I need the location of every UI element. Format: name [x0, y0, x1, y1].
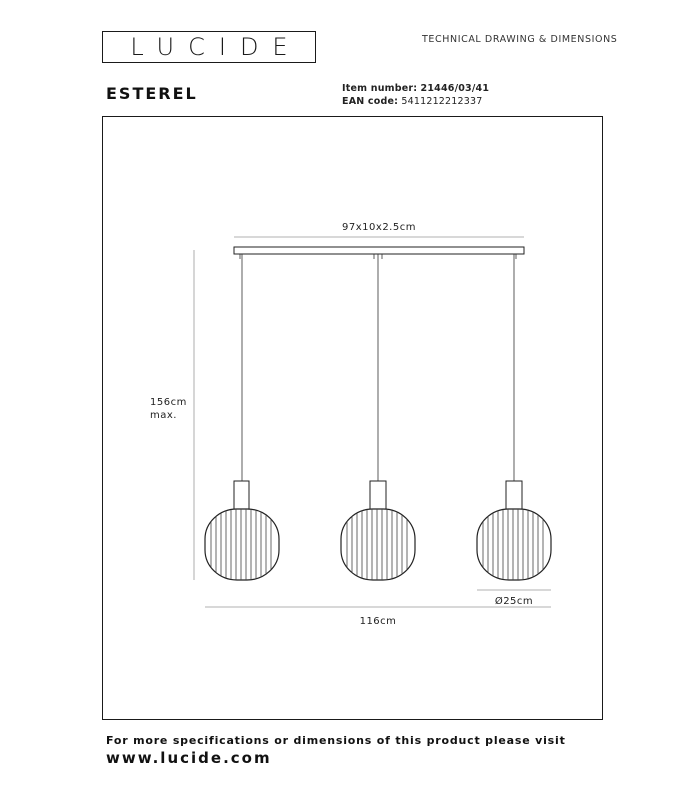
height-dimension-note: max.	[150, 410, 177, 421]
product-name: ESTEREL	[106, 84, 198, 103]
item-number-value: 21446/03/41	[420, 83, 490, 94]
height-dimension-label: 156cm	[150, 397, 187, 408]
canopy-dimension-label: 97x10x2.5cm	[342, 222, 416, 233]
logo-text: LUCIDE	[130, 33, 302, 61]
pendant-left	[205, 254, 279, 585]
total-width-label: 116cm	[359, 616, 397, 627]
pendant-right	[477, 254, 551, 585]
document-type-label: TECHNICAL DRAWING & DIMENSIONS	[422, 34, 618, 45]
ean-label: EAN code:	[342, 96, 399, 107]
shade-diameter-label: Ø25cm	[494, 596, 534, 607]
item-number-label: Item number:	[342, 83, 418, 94]
pendant-middle	[341, 254, 415, 585]
canopy	[234, 247, 524, 254]
footer-text: For more specifications or dimensions of this product please visit	[106, 734, 566, 747]
website-link[interactable]: www.lucide.com	[106, 749, 272, 767]
ean-value: 5411212212337	[401, 96, 483, 107]
